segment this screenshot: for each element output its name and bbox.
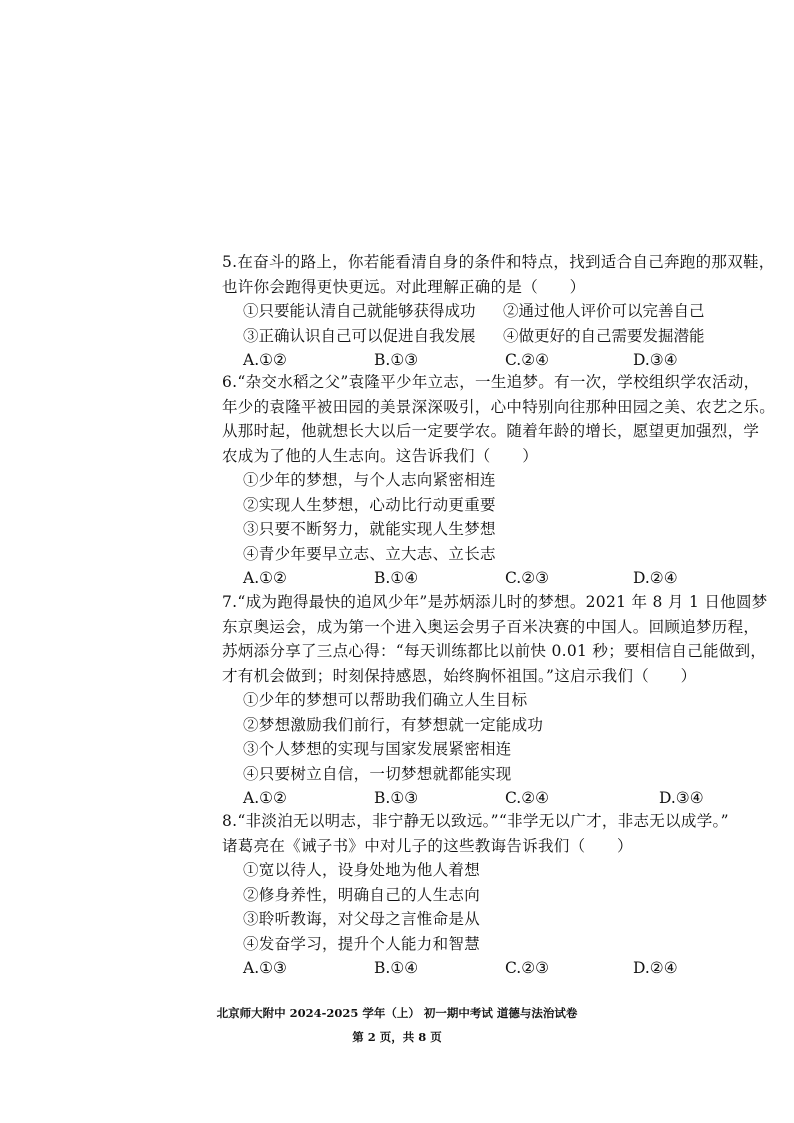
question-7-choices [222,786,752,811]
choice-a: A.①② [243,351,287,369]
choice-c: C.②④ [505,351,550,369]
question-7-option-3: ③个人梦想的实现与国家发展紧密相连 [243,740,512,758]
option-1: ①只要能认清自己就能够获得成功 [243,302,476,320]
question-6-option-3: ③只要不断努力，就能实现人生梦想 [243,520,496,538]
question-6-stem-line-1: 6.“杂交水稻之父”袁隆平少年立志，一生追梦。有一次，学校组织学农活动， [222,373,760,391]
question-8-stem-line-2: 诸葛亮在《诫子书》中对儿子的这些教诲告诉我们（ ） [222,836,633,855]
question-6-option-2: ②实现人生梦想，心动比行动更重要 [243,495,496,514]
question-7-stem-line-1: 7.“成为跑得最快的追风少年”是苏炳添儿时的梦想。2021 年 8 月 1 日他圆梦 [222,593,768,611]
choice-a: A.①② [243,569,287,587]
question-8-stem-line-1: 8.“非淡泊无以明志，非宁静无以致远。”“非学无以广才，非志无以成学。” [222,812,729,830]
question-8 [222,809,752,981]
question-7-stem-line-2: 东京奥运会，成为第一个进入奥运会男子百米决赛的中国人。回顾追梦历程， [222,617,760,636]
question-5-choices [222,348,752,373]
question-7 [222,590,768,811]
question-5-options-row-2 [222,324,752,349]
choice-d: D.②④ [633,569,678,587]
choice-d: D.③④ [659,789,704,807]
choice-c: C.②③ [505,959,550,977]
choice-b: B.①③ [374,789,419,807]
question-5-options-row-1 [222,299,752,324]
question-7-stem-line-4: 才有机会做到；时刻保持感恩，始终胸怀祖国。”这启示我们（ ） [222,666,697,685]
choice-b: B.①④ [374,569,419,587]
choice-b: B.①③ [374,351,419,369]
choice-c: C.②④ [505,789,550,807]
question-8-option-3: ③聆听教诲，对父母之言惟命是从 [243,910,481,928]
question-6-stem-line-4: 农成为了他的人生志向。这告诉我们（ ） [222,446,539,465]
question-8-choices [222,956,752,981]
question-7-stem-line-3: 苏炳添分享了三点心得：“每天训练都比以前快 0.01 秒；要相信自己能做到， [222,642,767,660]
question-5-stem-line-2: 也许你会跑得更快更远。对此理解正确的是（ ） [222,277,586,296]
exam-title-footer: 北京师大附中 2024-2025 学年（上） 初一期中考试 道德与法治试卷 [216,1006,578,1020]
choice-a: A.①② [243,789,287,807]
question-6-option-1: ①少年的梦想，与个人志向紧密相连 [243,471,496,489]
choice-a: A.①③ [243,959,287,977]
choice-c: C.②③ [505,569,550,587]
question-7-option-2: ②梦想激励我们前行，有梦想就一定能成功 [243,715,544,734]
choice-b: B.①④ [374,959,419,977]
question-7-option-4: ④只要树立自信，一切梦想就都能实现 [243,764,512,783]
question-6-stem-line-2: 年少的袁隆平被田园的美景深深吸引，心中特别向往那种田园之美、农艺之乐。 [222,397,776,416]
question-8-option-2: ②修身养性，明确自己的人生志向 [243,885,481,904]
question-6-stem-line-3: 从那时起，他就想长大以后一定要学农。随着年龄的增长，愿望更加强烈，学 [222,422,760,440]
question-6 [222,370,776,591]
question-5 [222,250,775,373]
question-6-option-4: ④青少年要早立志、立大志、立长志 [243,544,496,563]
option-3: ③正确认识自己可以促进自我发展 [243,326,476,345]
option-2: ②通过他人评价可以完善自己 [503,302,705,320]
choice-d: D.③④ [633,351,678,369]
option-4: ④做更好的自己需要发掘潜能 [503,326,705,345]
question-7-option-1: ①少年的梦想可以帮助我们确立人生目标 [243,691,528,709]
choice-d: D.②④ [633,959,678,977]
question-8-option-1: ①宽以待人，设身处地为他人着想 [243,861,481,879]
question-5-stem-line-1: 5.在奋斗的路上，你若能看清自身的条件和特点，找到适合自己奔跑的那双鞋， [222,253,775,271]
question-6-choices [222,566,752,591]
page-number: 第 2 页，共 8 页 [352,1030,442,1044]
question-8-option-4: ④发奋学习，提升个人能力和智慧 [243,934,481,953]
